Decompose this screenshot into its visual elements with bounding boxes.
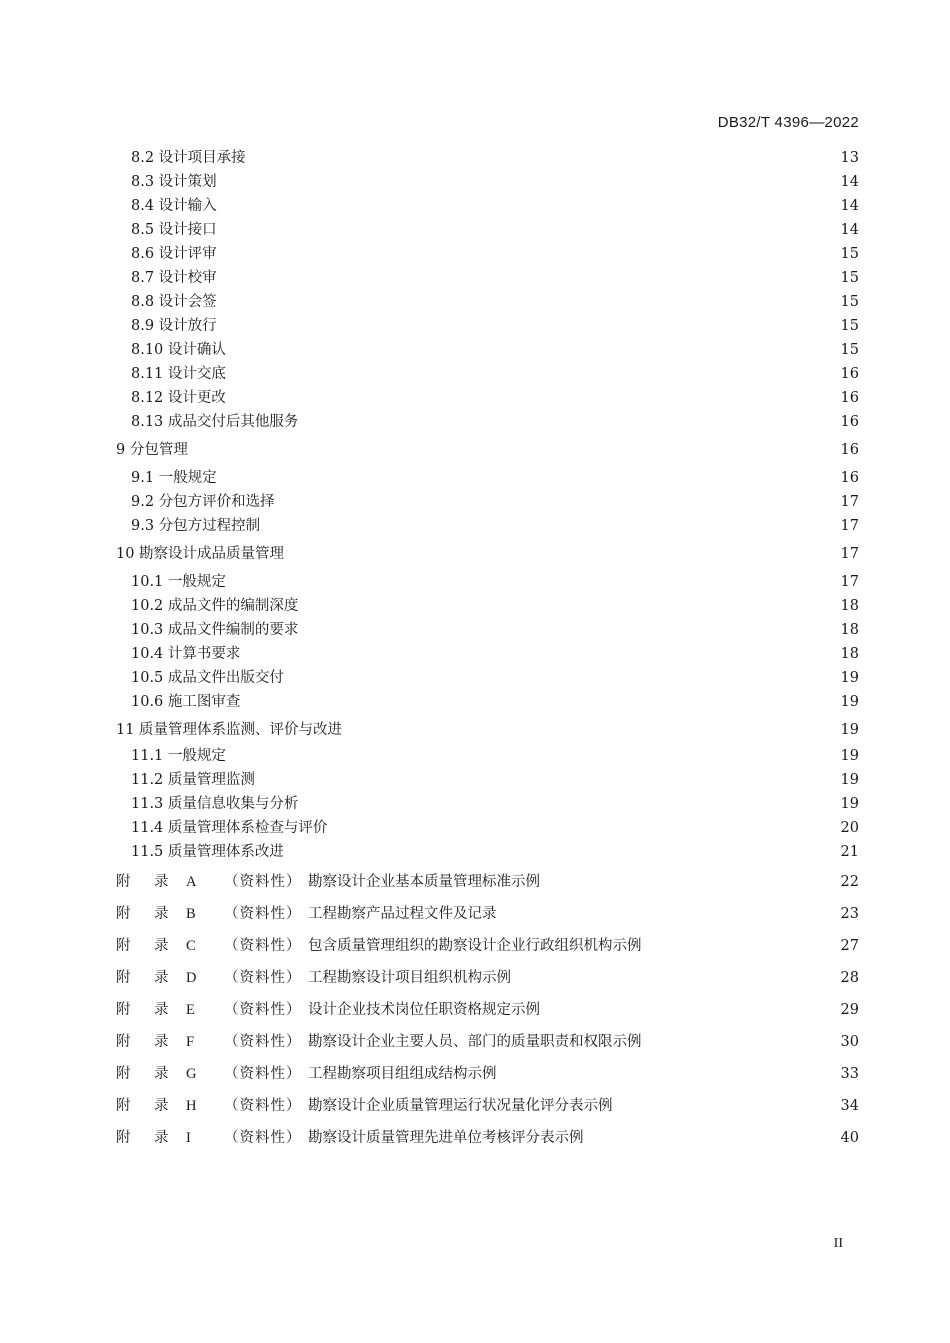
toc-entry-page: 14 [840, 174, 859, 190]
toc-section-entry[interactable] [131, 515, 859, 537]
dot-leader [268, 515, 836, 537]
toc-section-entry[interactable] [131, 619, 859, 641]
toc-entry-page: 18 [840, 646, 859, 662]
toc-appendix-label [116, 1095, 613, 1117]
toc-appendix-entry[interactable] [116, 871, 859, 893]
toc-entry-label: 9.1 一般规定 [131, 470, 217, 486]
toc-section-entry[interactable] [131, 571, 859, 593]
toc-entry-page: 19 [840, 694, 859, 710]
toc-entry-page: 16 [840, 442, 859, 458]
toc-appendix-entry[interactable] [116, 1063, 859, 1085]
toc-entry-label: 10.5 成品文件出版交付 [131, 670, 284, 686]
toc-entry-page: 19 [840, 670, 859, 686]
dot-leader [248, 643, 836, 665]
toc-entry-label: 8.12 设计更改 [131, 390, 226, 406]
toc-entry-page: 17 [840, 546, 859, 562]
appendix-letter: G [186, 1066, 197, 1082]
toc-section-entry[interactable] [131, 841, 859, 863]
appendix-title: 勘察设计企业基本质量管理标准示例 [308, 874, 540, 890]
toc-section-entry[interactable] [131, 745, 859, 767]
appendix-word-fu: 附 [116, 874, 131, 890]
toc-entry-label: 8.8 设计会签 [131, 294, 217, 310]
dot-leader [234, 339, 837, 361]
toc-entry-label: 10 勘察设计成品质量管理 [116, 546, 285, 562]
toc-section-entry[interactable] [131, 769, 859, 791]
toc-entry-label: 10.2 成品文件的编制深度 [131, 598, 299, 614]
appendix-word-fu: 附 [116, 906, 131, 922]
toc-entry-label: 11.4 质量管理体系检查与评价 [131, 820, 328, 836]
appendix-word-fu: 附 [116, 970, 131, 986]
dot-leader [196, 439, 837, 461]
toc-entry-page: 22 [840, 874, 859, 890]
dot-leader [234, 363, 837, 385]
appendix-word-fu: 附 [116, 1002, 131, 1018]
dot-leader [234, 571, 837, 593]
toc-entry-page: 15 [840, 318, 859, 334]
dot-leader [646, 1031, 837, 1053]
document-code: DB32/T 4396—2022 [717, 114, 859, 131]
appendix-word-lu: 录 [154, 874, 169, 890]
toc-section-entry[interactable] [131, 691, 859, 713]
dot-leader [292, 543, 836, 565]
dot-leader [544, 871, 837, 893]
appendix-word-lu: 录 [154, 906, 169, 922]
toc-entry-page: 13 [840, 150, 859, 166]
toc-entry-label: 11.3 质量信息收集与分析 [131, 796, 299, 812]
toc-entry-page: 15 [840, 342, 859, 358]
dot-leader [501, 1063, 837, 1085]
appendix-word-fu: 附 [116, 1098, 131, 1114]
dot-leader [254, 147, 837, 169]
toc-entry-page: 40 [840, 1130, 859, 1146]
toc-section-entry[interactable] [131, 147, 859, 169]
toc-appendix-label [116, 903, 497, 925]
dot-leader [225, 267, 837, 289]
toc-section-entry[interactable] [131, 467, 859, 489]
toc-entry-page: 16 [840, 390, 859, 406]
appendix-kind: （资料性） [224, 1130, 302, 1146]
dot-leader [306, 619, 836, 641]
toc-entry-label: 8.5 设计接口 [131, 222, 217, 238]
appendix-word-fu: 附 [116, 1034, 131, 1050]
dot-leader [515, 967, 837, 989]
toc-appendix-entry[interactable] [116, 999, 859, 1021]
toc-entry-page: 28 [840, 970, 859, 986]
toc-section-entry[interactable] [131, 817, 859, 839]
appendix-kind: （资料性） [224, 874, 302, 890]
toc-section-entry[interactable] [131, 793, 859, 815]
appendix-title: 工程勘察产品过程文件及记录 [308, 906, 497, 922]
dot-leader [225, 195, 837, 217]
toc-entry-page: 19 [840, 796, 859, 812]
appendix-word-lu: 录 [154, 1034, 169, 1050]
toc-entry-label: 8.3 设计策划 [131, 174, 217, 190]
toc-entry-page: 15 [840, 270, 859, 286]
appendix-kind: （资料性） [224, 938, 302, 954]
toc-entry-label: 10.6 施工图审查 [131, 694, 241, 710]
toc-entry-page: 27 [840, 938, 859, 954]
toc-entry-label: 8.7 设计校审 [131, 270, 217, 286]
toc-entry-label: 8.6 设计评审 [131, 246, 217, 262]
toc-section-entry[interactable] [131, 491, 859, 513]
dot-leader [335, 817, 836, 839]
dot-leader [588, 1127, 837, 1149]
toc-entry-label: 11.5 质量管理体系改进 [131, 844, 284, 860]
toc-chapter-entry[interactable] [116, 719, 859, 741]
toc-entry-page: 23 [840, 906, 859, 922]
dot-leader [225, 219, 837, 241]
toc-entry-label: 8.13 成品交付后其他服务 [131, 414, 299, 430]
appendix-kind: （资料性） [224, 1034, 302, 1050]
toc-entry-label: 10.4 计算书要求 [131, 646, 241, 662]
appendix-word-lu: 录 [154, 1066, 169, 1082]
appendix-title: 设计企业技术岗位任职资格规定示例 [308, 1002, 540, 1018]
toc-entry-page: 29 [840, 1002, 859, 1018]
toc-section-entry[interactable] [131, 171, 859, 193]
toc-entry-page: 17 [840, 494, 859, 510]
appendix-title: 工程勘察项目组组成结构示例 [308, 1066, 497, 1082]
appendix-letter: E [186, 1002, 195, 1018]
toc-section-entry[interactable] [131, 291, 859, 313]
toc-entry-page: 16 [840, 470, 859, 486]
toc-entry-label: 8.9 设计放行 [131, 318, 217, 334]
toc-entry-label: 8.2 设计项目承接 [131, 150, 246, 166]
appendix-letter: B [186, 906, 196, 922]
toc-appendix-label [116, 935, 642, 957]
toc-appendix-entry[interactable] [116, 1095, 859, 1117]
toc-entry-page: 14 [840, 198, 859, 214]
dot-leader [350, 719, 836, 741]
dot-leader [225, 467, 837, 489]
toc-entry-page: 17 [840, 518, 859, 534]
toc-entry-page: 19 [840, 772, 859, 788]
toc-entry-page: 19 [840, 748, 859, 764]
toc-entry-page: 17 [840, 574, 859, 590]
appendix-letter: I [186, 1130, 191, 1146]
appendix-title: 勘察设计企业主要人员、部门的质量职责和权限示例 [308, 1034, 642, 1050]
appendix-word-lu: 录 [154, 1098, 169, 1114]
toc-entry-label: 11.1 一般规定 [131, 748, 226, 764]
toc-entry-label: 10.3 成品文件编制的要求 [131, 622, 299, 638]
dot-leader [646, 935, 837, 957]
dot-leader [225, 171, 837, 193]
dot-leader [306, 411, 836, 433]
appendix-kind: （资料性） [224, 970, 302, 986]
toc-appendix-entry[interactable] [116, 903, 859, 925]
toc-appendix-label [116, 967, 511, 989]
toc-entry-label: 9.3 分包方过程控制 [131, 518, 261, 534]
toc-entry-page: 16 [840, 414, 859, 430]
appendix-letter: A [186, 874, 197, 890]
toc-entry-label: 11.2 质量管理监测 [131, 772, 255, 788]
dot-leader [501, 903, 837, 925]
toc-section-entry[interactable] [131, 411, 859, 433]
toc-section-entry[interactable] [131, 243, 859, 265]
dot-leader [306, 595, 836, 617]
appendix-word-lu: 录 [154, 1130, 169, 1146]
toc-entry-page: 15 [840, 294, 859, 310]
appendix-kind: （资料性） [224, 1098, 302, 1114]
appendix-letter: C [186, 938, 196, 954]
toc-chapter-entry[interactable] [116, 439, 859, 461]
appendix-title: 工程勘察设计项目组织机构示例 [308, 970, 511, 986]
dot-leader [306, 793, 836, 815]
appendix-kind: （资料性） [224, 1002, 302, 1018]
dot-leader [292, 667, 837, 689]
appendix-letter: F [186, 1034, 195, 1050]
appendix-word-lu: 录 [154, 1002, 169, 1018]
dot-leader [248, 691, 836, 713]
appendix-title: 包含质量管理组织的勘察设计企业行政组织机构示例 [308, 938, 642, 954]
toc-appendix-label [116, 871, 540, 893]
dot-leader [292, 841, 837, 863]
toc-appendix-label [116, 1127, 584, 1149]
toc-section-entry[interactable] [131, 219, 859, 241]
toc-section-entry[interactable] [131, 595, 859, 617]
toc-entry-page: 21 [840, 844, 859, 860]
toc-section-entry[interactable] [131, 195, 859, 217]
dot-leader [225, 315, 837, 337]
toc-appendix-label [116, 1031, 642, 1053]
dot-leader [544, 999, 837, 1021]
dot-leader [283, 491, 837, 513]
toc-entry-page: 14 [840, 222, 859, 238]
toc-entry-page: 18 [840, 622, 859, 638]
toc-entry-page: 34 [840, 1098, 859, 1114]
toc-entry-page: 20 [840, 820, 859, 836]
appendix-word-fu: 附 [116, 938, 131, 954]
toc-entry-label: 10.1 一般规定 [131, 574, 226, 590]
toc-entry-label: 11 质量管理体系监测、评价与改进 [116, 722, 343, 738]
appendix-word-fu: 附 [116, 1066, 131, 1082]
toc-section-entry[interactable] [131, 267, 859, 289]
appendix-word-lu: 录 [154, 938, 169, 954]
toc-appendix-entry[interactable] [116, 967, 859, 989]
toc-appendix-label [116, 999, 540, 1021]
dot-leader [617, 1095, 837, 1117]
appendix-title: 勘察设计企业质量管理运行状况量化评分表示例 [308, 1098, 613, 1114]
page-number: II [833, 1236, 843, 1251]
toc-section-entry[interactable] [131, 363, 859, 385]
appendix-word-fu: 附 [116, 1130, 131, 1146]
toc-appendix-entry[interactable] [116, 935, 859, 957]
toc-entry-page: 30 [840, 1034, 859, 1050]
dot-leader [263, 769, 837, 791]
toc-entry-label: 8.4 设计输入 [131, 198, 217, 214]
dot-leader [225, 243, 837, 265]
toc-entry-label: 9.2 分包方评价和选择 [131, 494, 275, 510]
toc-entry-page: 16 [840, 366, 859, 382]
toc-entry-page: 15 [840, 246, 859, 262]
appendix-title: 勘察设计质量管理先进单位考核评分表示例 [308, 1130, 584, 1146]
toc-entry-label: 9 分包管理 [116, 442, 188, 458]
dot-leader [225, 291, 837, 313]
appendix-word-lu: 录 [154, 970, 169, 986]
toc-section-entry[interactable] [131, 315, 859, 337]
toc-entry-page: 19 [840, 722, 859, 738]
appendix-kind: （资料性） [224, 1066, 302, 1082]
dot-leader [234, 745, 837, 767]
toc-entry-page: 18 [840, 598, 859, 614]
appendix-kind: （资料性） [224, 906, 302, 922]
toc-appendix-entry[interactable] [116, 1031, 859, 1053]
toc-section-entry[interactable] [131, 643, 859, 665]
toc-section-entry[interactable] [131, 387, 859, 409]
toc-section-entry[interactable] [131, 339, 859, 361]
appendix-letter: H [186, 1098, 197, 1114]
toc-entry-label: 8.11 设计交底 [131, 366, 226, 382]
appendix-letter: D [186, 970, 197, 986]
toc-appendix-entry[interactable] [116, 1127, 859, 1149]
toc-entry-label: 8.10 设计确认 [131, 342, 226, 358]
toc-section-entry[interactable] [131, 667, 859, 689]
toc-entry-page: 33 [840, 1066, 859, 1082]
dot-leader [234, 387, 837, 409]
toc-appendix-label [116, 1063, 497, 1085]
toc-chapter-entry[interactable] [116, 543, 859, 565]
